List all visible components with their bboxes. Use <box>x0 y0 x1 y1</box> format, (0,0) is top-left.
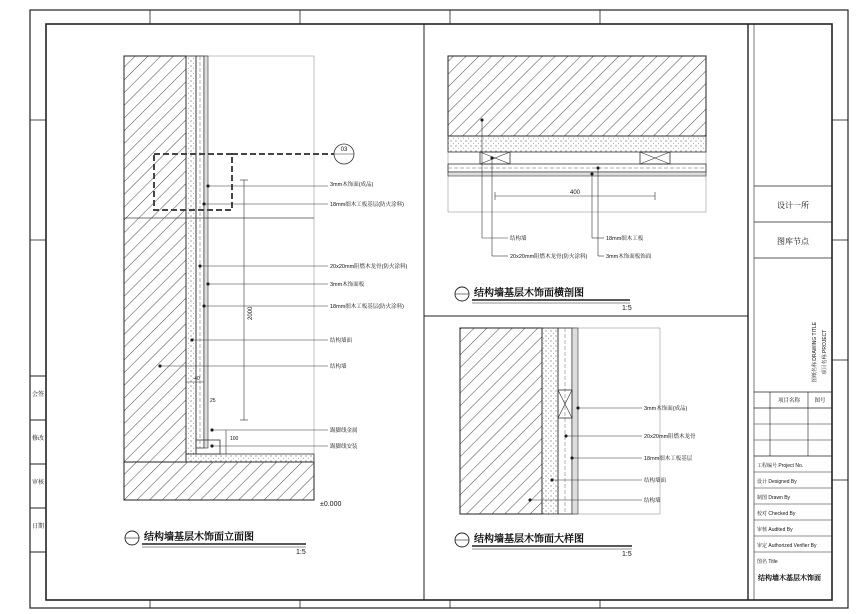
detail-label: 18mm细木工板基层 <box>644 456 693 462</box>
vertical-note: 图纸名称 DRAWING TITLE <box>812 321 818 383</box>
elevation-label: 踢脚线金属 <box>330 428 358 434</box>
tb-row: 工程编号 Project No. <box>757 463 804 469</box>
drawing-type: 图库节点 <box>777 237 809 246</box>
elevation-label: 结构墙 <box>330 364 347 370</box>
detail-label: 3mm木饰面(成品) <box>644 406 688 412</box>
strip-item: 会签 <box>31 392 45 398</box>
elevation-label: 3mm木饰面板 <box>330 282 365 288</box>
detail-label: 20x20mm阻燃木龙骨 <box>644 434 696 440</box>
plan-title: 结构墙基层木饰面横剖图 <box>474 288 584 299</box>
strip-item: 修改 <box>31 436 45 442</box>
dim-small: 40 <box>194 376 200 382</box>
elevation-drawing <box>124 56 354 500</box>
plan-label: 结构墙 <box>510 236 527 242</box>
dim-base: 100 <box>230 436 239 442</box>
tb-row: 审定 Authorized Verifier By <box>757 543 817 549</box>
design-dept: 设计一所 <box>777 201 809 210</box>
detail-drawing <box>460 328 660 514</box>
tb-row: 制图 Drawn By <box>757 495 791 501</box>
elevation-label: 20x20mm阻燃木龙骨(防火涂料) <box>330 264 408 270</box>
tb-row: 校对 Checked By <box>757 511 796 517</box>
elevation-label: 踢脚线安装 <box>330 444 358 450</box>
elevation-labels <box>330 180 407 450</box>
left-strip <box>30 376 46 552</box>
detail-title: 结构墙基层木饰面大样图 <box>474 534 584 545</box>
elevation-title-block <box>125 530 306 556</box>
elevation-label: 3mm木饰面(成品) <box>330 182 374 188</box>
elevation-label: 18mm细木工板基层(防火涂料) <box>330 304 404 310</box>
code-label: 图号 <box>814 398 826 404</box>
tb-row: 审核 Audited By <box>757 527 793 533</box>
vertical-note-2: 项目名称 PROJECT <box>822 329 828 375</box>
detail-labels <box>644 404 696 504</box>
detail-scale: 1:5 <box>622 551 632 558</box>
elevation-label: 18mm细木工板基层(防火涂料) <box>330 202 404 208</box>
detail-title-block <box>455 532 632 558</box>
plan-labels <box>510 234 652 260</box>
strip-item: 日期 <box>31 524 45 530</box>
plan-title-block <box>455 286 632 312</box>
strip-item: 审核 <box>31 480 45 486</box>
plan-scale: 1:5 <box>622 305 632 312</box>
plan-label: 18mm细木工板 <box>606 236 644 242</box>
title-block <box>748 24 832 600</box>
plan-drawing <box>448 56 706 212</box>
datum-level: ±0.000 <box>320 501 342 508</box>
tb-row: 设计 Designed By <box>757 479 797 485</box>
plan-label: 20x20mm阻燃木龙骨(防火涂料) <box>510 254 588 260</box>
dim-small2: 25 <box>210 398 216 404</box>
tb-row: 图名 Title <box>757 559 778 565</box>
elevation-scale: 1:5 <box>296 549 306 556</box>
elevation-label: 结构墙面 <box>330 338 353 344</box>
project-name-label: 项目名称 <box>777 398 801 404</box>
elevation-title: 结构墙基层木饰面立面图 <box>144 532 254 543</box>
dim-spacing: 400 <box>569 190 581 196</box>
detail-ref-number: 03 <box>340 147 348 153</box>
dim-height: 2000 <box>248 306 254 320</box>
drawing-title: 结构墙木基层木饰面 <box>758 575 821 582</box>
detail-label: 结构墙面 <box>644 478 667 484</box>
detail-label: 结构墙 <box>644 498 661 504</box>
plan-label: 3mm木饰面板饰面 <box>606 254 652 260</box>
